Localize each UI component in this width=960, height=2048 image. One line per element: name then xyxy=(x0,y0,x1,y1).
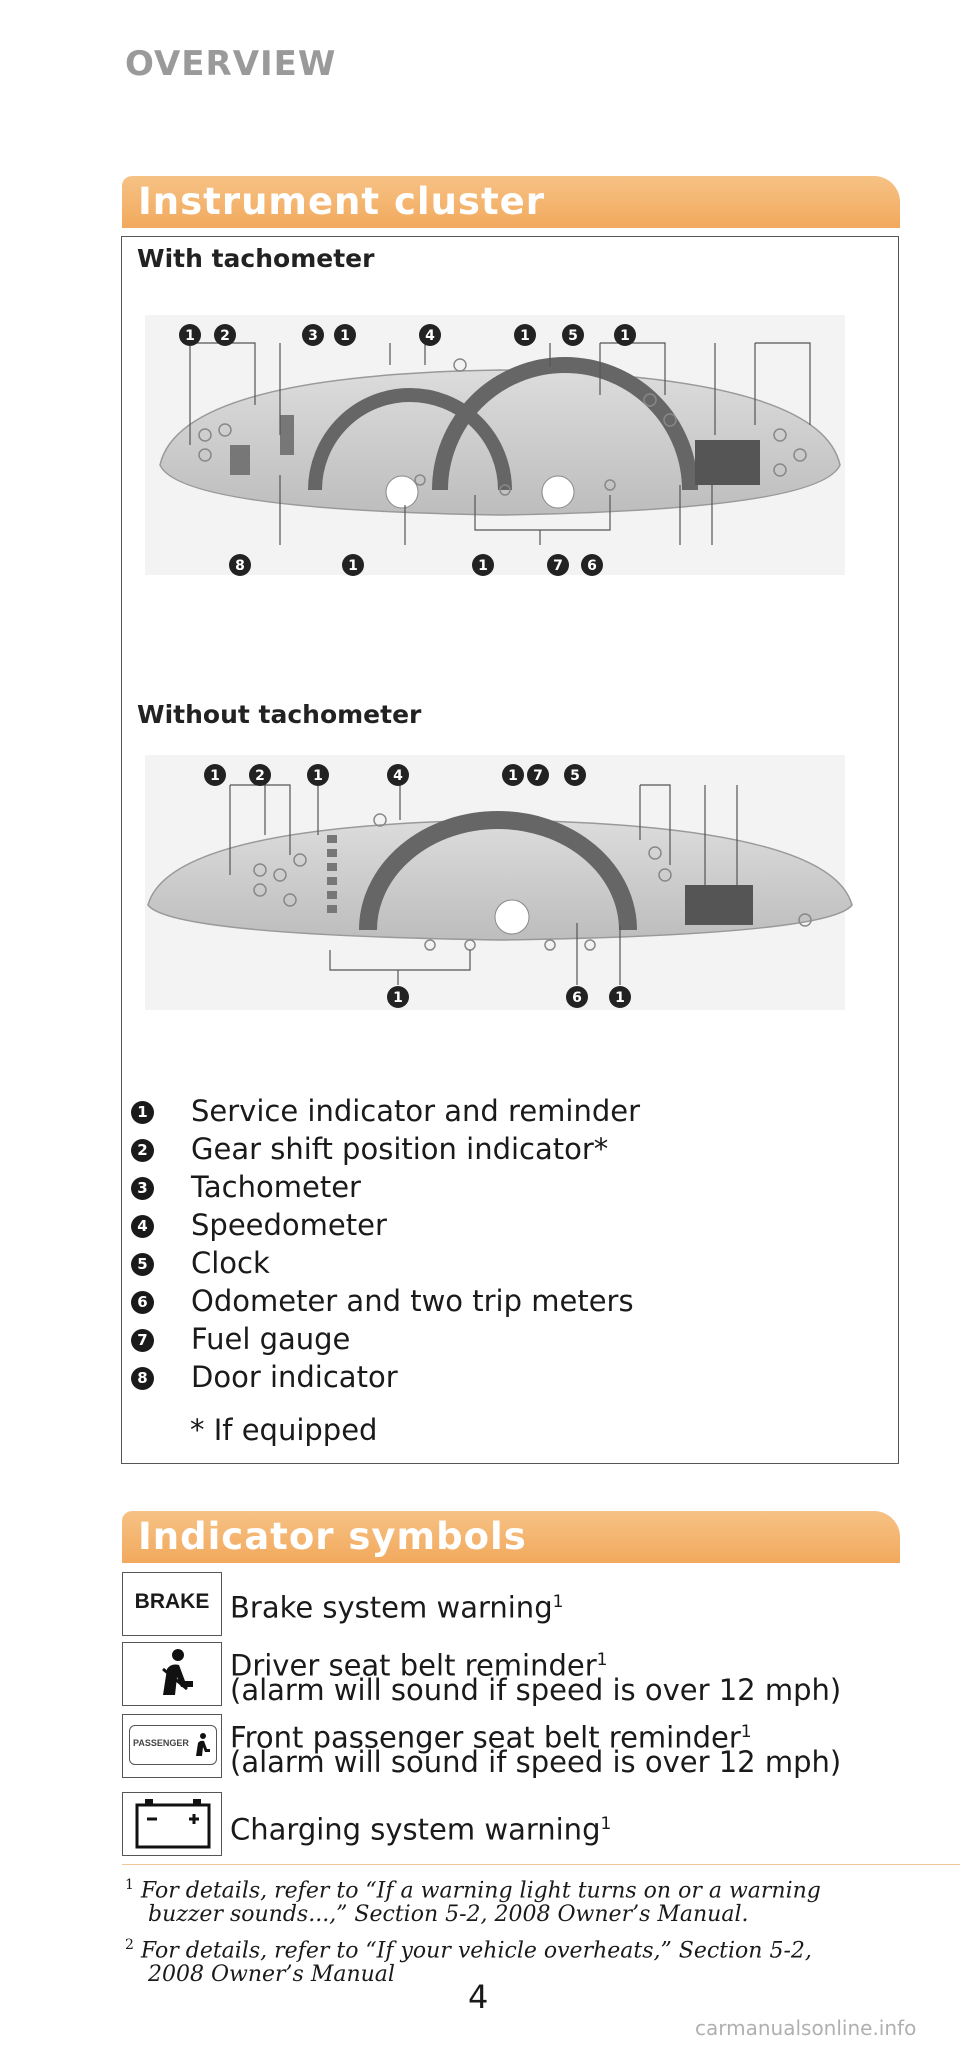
svg-text:1: 1 xyxy=(478,558,488,574)
footnote-1-cont: buzzer sounds...,” Section 5-2, 2008 Owner’s Manual. xyxy=(148,1902,749,1927)
footnote-1: $^1$ For details, refer to “If a warning light turns on or a warning xyxy=(125,1877,821,1904)
legend-number: 6 xyxy=(131,1291,154,1314)
indicator-label: Driver seat belt reminder$^1$ xyxy=(230,1648,608,1683)
callout-marker xyxy=(609,986,631,1008)
callout-marker xyxy=(214,324,236,346)
callout-marker xyxy=(307,764,329,786)
callout-marker xyxy=(472,554,494,576)
footnote-2-cont: 2008 Owner’s Manual xyxy=(148,1962,395,1987)
without-tachometer-label: Without tachometer xyxy=(137,700,422,729)
svg-text:5: 5 xyxy=(570,768,580,784)
footnote-2: $^2$ For details, refer to “If your vehicle overheats,” Section 5-2, xyxy=(125,1937,812,1964)
legend-number: 4 xyxy=(131,1215,154,1238)
svg-text:2: 2 xyxy=(220,328,230,344)
callout-marker xyxy=(614,324,636,346)
callout-marker xyxy=(342,554,364,576)
callout-marker xyxy=(302,324,324,346)
callout-marker xyxy=(179,324,201,346)
indicator-label: Brake system warning$^1$ xyxy=(230,1590,564,1625)
callout-marker xyxy=(387,764,409,786)
legend-label: Service indicator and reminder xyxy=(191,1094,641,1128)
svg-text:1: 1 xyxy=(508,768,518,784)
battery-icon xyxy=(122,1792,222,1856)
svg-text:7: 7 xyxy=(553,558,563,574)
indicator-sublabel: (alarm will sound if speed is over 12 mph) xyxy=(230,1673,842,1707)
watermark: carmanualsonline.info xyxy=(695,2016,917,2040)
legend-number: 1 xyxy=(131,1101,154,1124)
seatbelt-icon xyxy=(122,1642,222,1706)
if-equipped-note: * If equipped xyxy=(190,1413,378,1447)
speedometer-hub xyxy=(542,476,574,508)
svg-text:6: 6 xyxy=(572,990,582,1006)
callout-marker xyxy=(581,554,603,576)
page-number: 4 xyxy=(468,1978,489,2016)
display-window xyxy=(695,440,760,485)
speedometer-hub xyxy=(495,900,529,934)
svg-text:1: 1 xyxy=(185,328,195,344)
indicator-label: Front passenger seat belt reminder$^1$ xyxy=(230,1720,752,1755)
svg-text:1: 1 xyxy=(340,328,350,344)
door-indicator xyxy=(230,445,250,475)
legend-label: Tachometer xyxy=(191,1170,361,1204)
legend-number: 8 xyxy=(131,1367,154,1390)
page-title: OVERVIEW xyxy=(125,44,337,84)
legend-number: 7 xyxy=(131,1329,154,1352)
svg-text:1: 1 xyxy=(615,990,625,1006)
tachometer-hub xyxy=(386,476,418,508)
legend-label: Fuel gauge xyxy=(191,1322,351,1356)
svg-text:5: 5 xyxy=(568,328,578,344)
legend-number: 2 xyxy=(131,1139,154,1162)
callout-marker xyxy=(387,986,409,1008)
callout-marker xyxy=(547,554,569,576)
callout-marker xyxy=(502,764,524,786)
callout-marker xyxy=(229,554,251,576)
callout-marker xyxy=(514,324,536,346)
instrument-cluster-header xyxy=(122,176,900,228)
svg-text:3: 3 xyxy=(308,328,318,344)
svg-text:4: 4 xyxy=(425,328,435,344)
footnote-divider xyxy=(122,1864,960,1865)
svg-text:6: 6 xyxy=(587,558,597,574)
svg-text:1: 1 xyxy=(348,558,358,574)
legend-label: Gear shift position indicator* xyxy=(191,1132,609,1166)
svg-text:2: 2 xyxy=(255,768,265,784)
svg-text:1: 1 xyxy=(393,990,403,1006)
callout-marker xyxy=(564,764,586,786)
indicator-sublabel: (alarm will sound if speed is over 12 mph) xyxy=(230,1745,842,1779)
svg-text:8: 8 xyxy=(235,558,245,574)
passenger-seatbelt-icon: PASSENGER xyxy=(122,1714,222,1778)
callout-marker xyxy=(334,324,356,346)
with-tachometer-label: With tachometer xyxy=(137,244,375,273)
indicator-symbols-header xyxy=(122,1511,900,1563)
cluster-diagram-without-tachometer xyxy=(140,745,860,1015)
indicator-label: Charging system warning$^1$ xyxy=(230,1812,612,1847)
indicator-symbols-title: Indicator symbols xyxy=(138,1515,527,1558)
legend-label: Clock xyxy=(191,1246,270,1280)
legend-number: 3 xyxy=(131,1177,154,1200)
instrument-cluster-title: Instrument cluster xyxy=(138,180,545,223)
legend-number: 5 xyxy=(131,1253,154,1276)
legend-label: Speedometer xyxy=(191,1208,387,1242)
callout-marker xyxy=(249,764,271,786)
callout-marker xyxy=(419,324,441,346)
callout-marker xyxy=(562,324,584,346)
legend-label: Odometer and two trip meters xyxy=(191,1284,634,1318)
cluster-diagram-with-tachometer xyxy=(140,305,860,590)
svg-text:1: 1 xyxy=(313,768,323,784)
callout-marker xyxy=(204,764,226,786)
callout-marker xyxy=(527,764,549,786)
svg-text:4: 4 xyxy=(393,768,403,784)
display-window xyxy=(685,885,753,925)
svg-text:1: 1 xyxy=(210,768,220,784)
svg-text:1: 1 xyxy=(620,328,630,344)
gear-indicator xyxy=(280,415,294,455)
brake-icon: BRAKE xyxy=(122,1572,222,1636)
svg-text:7: 7 xyxy=(533,768,543,784)
callout-marker xyxy=(566,986,588,1008)
legend-label: Door indicator xyxy=(191,1360,398,1394)
svg-text:1: 1 xyxy=(520,328,530,344)
